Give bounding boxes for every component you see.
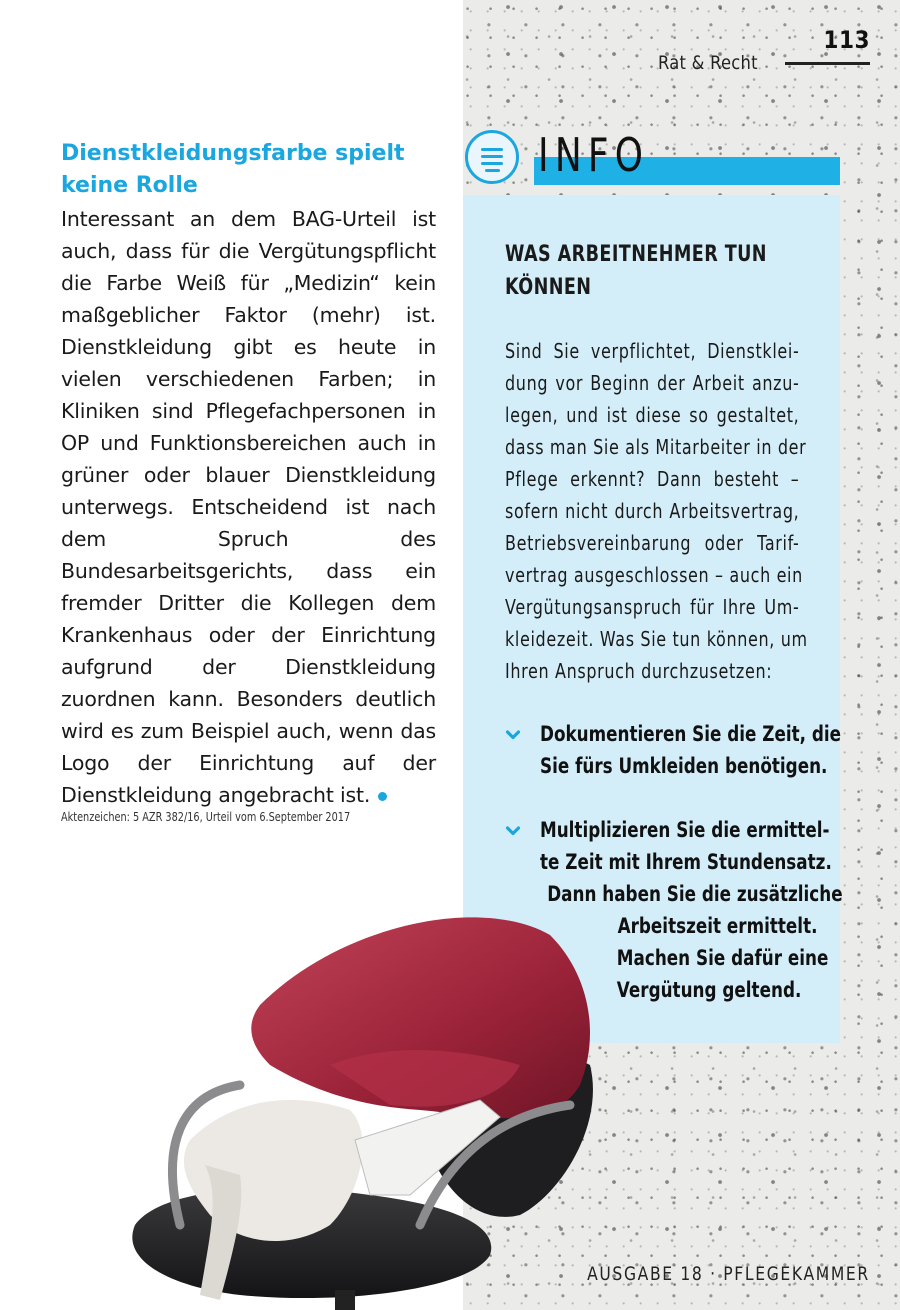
- info-box-heading: [505, 238, 825, 304]
- info-box-heading-line: WAS ARBEITNEHMER TUN: [505, 242, 767, 267]
- bullet-line: Dokumentieren Sie die Zeit, die: [540, 722, 842, 746]
- info-body-line: kleidezeit. Was Sie tun können, um: [505, 627, 808, 651]
- page-number: 113: [823, 26, 870, 54]
- running-head-rule: [785, 62, 870, 65]
- article-body-text: Interessant an dem BAG-Urteil ist auch, dass für die Vergütungspflicht die Farbe Weiß für „Medizin“ kein maßgeblicher Faktor (mehr) ist. Dienstkleidung gibt es heute in vielen verschiedenen Farben; in Kliniken sind Pflegefachpersonen in OP und Funktionsbereichen auch in grüner oder blauer Dienstkleidung unterwegs. Entscheidend ist nach dem Spruch des Bundesarbeitsgerichts, dass ein fremder Dritter die Kollegen dem Krankenhaus oder der Einrichtung aufgrund der Dienstkleidung zuordnen kann. Besonders deutlich wird es zum Beispiel auch, wenn das Logo der Einrichtung auf der Dienstkleidung angebracht ist.: [61, 207, 436, 807]
- end-of-article-dot: [378, 792, 387, 801]
- info-box-heading-line: KÖNNEN: [505, 275, 592, 300]
- info-body-line: dass man Sie als Mitarbeiter in der: [505, 435, 807, 459]
- list-lines-icon: [465, 130, 519, 184]
- info-body-line: legen, und ist diese so gestaltet,: [505, 403, 800, 427]
- info-body-line: vertrag ausgeschlossen – auch ein: [505, 563, 803, 587]
- info-body-line: Vergütungsanspruch für Ihre Um-: [505, 595, 800, 619]
- info-box-body: [505, 335, 808, 687]
- info-body-line: Pflege erkennt? Dann besteht –: [505, 467, 800, 491]
- case-citation: Aktenzeichen: 5 AZR 382/16, Urteil vom 6.September 2017: [61, 810, 351, 824]
- footer-issue-magazine: AUSGABE 18 · PFLEGEKAMMER: [587, 1263, 870, 1285]
- bullet-line: te Zeit mit Ihrem Stundensatz.: [540, 850, 832, 874]
- bullet-line: Multiplizieren Sie die ermittel-: [540, 818, 830, 842]
- article-body: [61, 203, 436, 811]
- article-heading: Dienstkleidungsfarbe spielt keine Rolle: [61, 141, 405, 198]
- running-head-section: Rat & Recht: [658, 52, 758, 74]
- bullet-line: Arbeitszeit ermittelt.: [617, 914, 818, 938]
- info-body-line: sofern nicht durch Arbeitsvertrag,: [505, 499, 800, 523]
- bullet-line: Machen Sie dafür eine: [616, 946, 829, 970]
- office-chair-with-clothing-photo: [120, 895, 610, 1310]
- chevron-down-icon: [506, 826, 520, 836]
- info-body-line: Sind Sie verpflichtet, Dienstklei-: [505, 339, 800, 363]
- bullet-line: Dann haben Sie die zusätzliche: [547, 882, 843, 906]
- info-body-line: Ihren Anspruch durchzusetzen:: [505, 659, 773, 683]
- bullet-line: Vergütung geltend.: [616, 978, 802, 1002]
- chevron-down-icon: [506, 730, 520, 740]
- bullet-document-time: [540, 718, 841, 782]
- info-body-line: dung vor Beginn der Arbeit anzu-: [505, 371, 800, 395]
- info-body-line: Betriebsvereinbarung oder Tarif-: [505, 531, 800, 555]
- bullet-line: Sie fürs Umkleiden benötigen.: [540, 754, 828, 778]
- info-title: INFO: [538, 128, 650, 182]
